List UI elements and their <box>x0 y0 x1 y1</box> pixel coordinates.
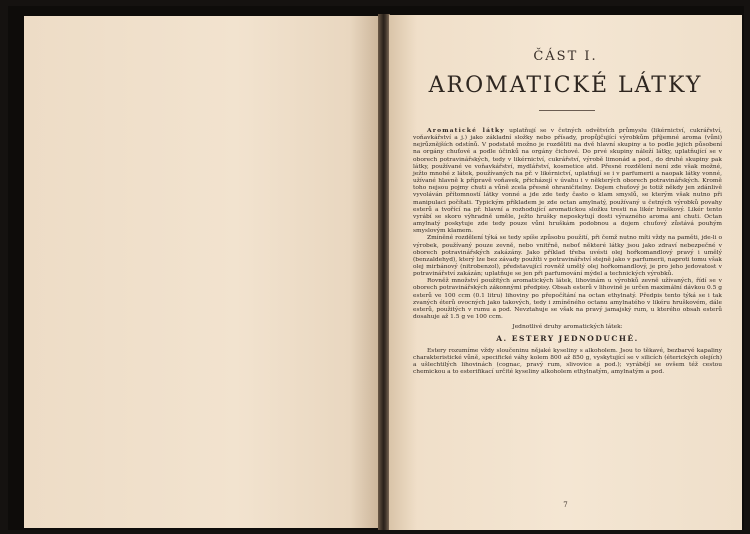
page-number: 7 <box>563 501 568 509</box>
body-text <box>413 127 722 376</box>
paragraph-intro <box>413 127 722 235</box>
section-heading: A. ESTERY JEDNODUCHÉ. <box>496 334 639 344</box>
types-intro: Jednotlivé druhy aromatických látek: <box>512 324 623 331</box>
chapter-title: AROMATICKÉ LÁTKY <box>428 73 703 98</box>
paragraph-quantity: Rovněž množství použitých aromatických látek, lihovinám u výrobků zevně užívaných, řídí se v oborech potravinářských zákonnými předpisy. Obsah esterů v lihovině je určen maximální dávkou 0.5 g esterů ve 100 ccm (0.1 litru) lihoviny po přepočítání na octan ethylnatý. Předpis tento týká se i tak zvaných éterů ovocných jako takových, tedy i zmíněného octanu amylnatého v likéru hruškovém, dále esterů, použitých v rumu a pod. Nevztahuje se však na pravý jamajský rum, u kterého obsah esterů dosahuje až 1.5 g ve 100 ccm. <box>413 278 722 321</box>
paragraph-lead-term: Aromatické látky <box>427 127 505 134</box>
paragraph-esters: Estery rozumíme vždy sloučeninu nějaké kyseliny s alkoholem. Jsou to těkavé, bezbarvé kapaliny charakteristické vůně, specifické váhy kolem 800 až 850 g, vyskytující se v silicích (éterických olejích) a ušlechtilých lihovinách (cognac, pravý rum, slivovice a pod.); vyrábějí se ovšem též cestou chemickou a to esterifikací určité kyseliny alkoholem ethylnatým, amylnatým a pod. <box>413 347 722 375</box>
paragraph-text: uplatňují se v četných odvětvích průmyslu (likérnictví, cukrářství, voňavkářství a j.) jako základní složky nebo přísady, propůjčující výrobkům příjemné aroma (vůni) nejrůznějších odstínů. V podstatě možno je rozděliti na dvě hlavní skupiny a to podle jejich působení na orgány chuťové a podle účinků na orgány čichové. Do prvé skupiny náleží látky, uplatňující se v oborech potravinářských, tedy v likérnictví, cukrářství, výrobě limonád a pod., do druhé skupiny pak látky, používané ve voňavkářství, mydlářství, kosmetice atd. Přesné rozdělení není zde však možné, ježto mnohé z látek, používaných na př. v likérnictví, uplatňují se i v parfumerii a naopak látky vonné, užívané hlavně k přípravě voňavek, přicházejí v úvahu i v některých oborech potravinářských. Kromě toho nejsou pojmy chuti a vůně zcela přesně ohraničitelny. Dojem chuťový je totiž někdy jen zdánlivě vyvoláván přítomností látky vonné a jde zde tedy často o klam smyslů, se kterým však nutno při manipulaci počítati. Typickým příkladem je zde octan amylnatý, používaný u četných výrobků povahy esterů a tvořící na př. hlavní a rozhodující aromatickou složku tresti na likér hruškový. Likér tento vyrábí se skoro výhradně uměle, ježto hrušky neposkytují dosti výrazného aroma ani chuti. Octan amylnatý poskytuje zde tedy pouze vůni hruškám podobnou a dojem chuťový zůstává pouhým smyslovým klamem. <box>413 128 722 235</box>
left-page-blank <box>24 16 378 528</box>
paragraph-usage: Zmíněné rozdělení týká se tedy spíše způsobu použití, při čemž nutno míti vždy na paměti, jde-li o výrobek, používaný pouze zevně, nebo vnitřně, neboť některé látky jsou jako zdraví nebezpečné v oborech potravinářských zakázány. Jako příklad třeba uvésti olej hořkomandlový pravý i umělý (benzaldehyd), který lze bez závady použíti v potravinářství stejně jako v parfumerii, naproti tomu však olej mirbánový (nitrobenzol), představující rovněž umělý olej hořkomandlový, je pro jeho jedovatost v potravinářství zakázán; uplatňuje se jen při parfumování mýdel a technických výrobků. <box>413 235 722 278</box>
part-label: ČÁST I. <box>533 49 598 64</box>
book-spread <box>8 6 744 530</box>
title-divider <box>539 110 595 111</box>
right-page <box>389 15 742 530</box>
